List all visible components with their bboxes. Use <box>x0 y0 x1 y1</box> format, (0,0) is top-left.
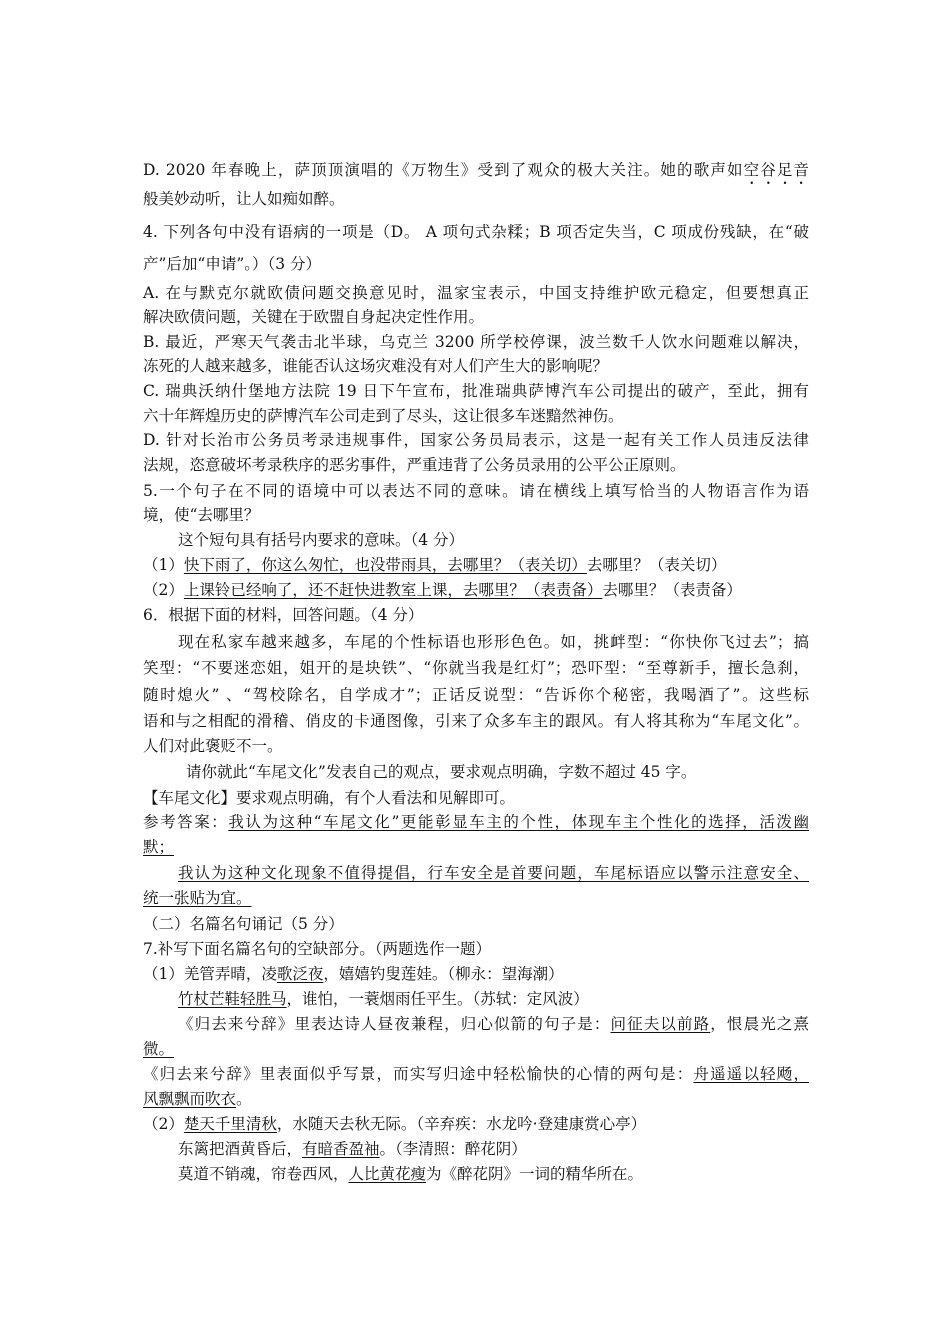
q7-line3-text: 《归去来兮辞》里表达诗人昼夜兼程，归心似箭的句子是： <box>178 1015 611 1033</box>
q5-answer-1-prompt: 去哪里？（表关切） <box>586 556 727 574</box>
q4-stem-line1: 4. 下列各句中没有语病的一项是（D。 A 项句式杂糅；B 项否定失当，C 项成份残缺，在“破 <box>143 223 809 241</box>
q6-material-line1: 现在私家车越来越多，车尾的个性标语也形形色色。如，挑衅型：“你快你飞过去”；搞 <box>178 633 809 651</box>
q7-line1-answer: 歌泛夜 <box>276 965 324 983</box>
q5-answer-2 <box>143 578 742 600</box>
q5-stem-line1: 5.一个句子在不同的语境中可以表达不同的意味。请在横线上填写恰当的人物语言作为语 <box>143 482 809 500</box>
q6-task: 请你就此“车尾文化”发表自己的观点，要求观点明确，字数不超过 45 字。 <box>186 763 697 781</box>
q7-line7-answer: 人比黄花瘦 <box>348 1165 427 1183</box>
q7-line3-cont: 微。 <box>143 1040 175 1058</box>
q5-answer-1 <box>143 553 726 575</box>
q7-line4-end: 。 <box>236 1090 252 1108</box>
q5-answer-1-filled: 快下雨了，你这么匆忙，也没带雨具，去哪里？（表关切） <box>183 556 587 574</box>
q7-line7 <box>178 1162 643 1184</box>
q7-line5-number: （2） <box>143 1115 184 1133</box>
q7-line2-answer: 竹杖芒鞋轻胜马 <box>178 990 287 1008</box>
q3-option-d-line2: 般美妙动听，让人如痴如醉。 <box>143 190 345 208</box>
q7-line6-tail: 。（李清照：醉花阴） <box>379 1140 527 1158</box>
q7-line4-answer: 舟遥遥以轻飏， <box>693 1065 809 1083</box>
q7-line4-cont <box>143 1087 252 1109</box>
q6-material-line2: 笑型：“不要迷恋姐，姐开的是块铁”、“你就当我是红灯”；恐吓型：“至尊新手，擅长急刹， <box>143 659 809 677</box>
q5-stem-line3: 这个短句具有括号内要求的意味。（4 分） <box>178 531 465 549</box>
q7-line6 <box>178 1137 527 1159</box>
q4-option-b-line1: B. 最近，严寒天气袭击北半球，乌克兰 3200 所学校停课，波兰数千人饮水问题难以解决， <box>143 333 809 351</box>
q4-option-a-line2: 解决欧债问题，关键在于欧盟自身起决定性作用。 <box>143 308 485 326</box>
q7-line3-answer: 问征夫以前路 <box>610 1015 711 1033</box>
q7-line7-text: 莫道不销魂，帘卷西风， <box>178 1165 349 1183</box>
q6-material-line3: 随时熄火” 、“驾校除名，自学成才”；正话反说型：“告诉你个秘密，我喝酒了”。这些标 <box>143 686 809 704</box>
q7-line2 <box>178 987 589 1009</box>
q7-line1-tail: ，嬉嬉钓叟莲娃。（柳永：望海潮） <box>323 965 564 983</box>
q4-option-c-line2: 六十年辉煌历史的萨博汽车公司走到了尽头，这让很多车迷黯然神伤。 <box>143 407 624 425</box>
q3-option-d-line1 <box>143 158 809 188</box>
q6-material-line4: 语和与之相配的滑稽、俏皮的卡通图像，引来了众多车主的跟风。有人将其称为“车尾文化”。 <box>143 712 809 730</box>
q3-option-d-text: D. 2020 年春晚上，萨顶顶演唱的《万物生》受到了观众的极大关注。她的歌声如 <box>143 161 744 179</box>
q7-line4-text: 《归去来兮辞》里表面似乎写景，而实写归途中轻松愉快的心情的两句是： <box>143 1065 694 1083</box>
q7-line1 <box>143 962 564 984</box>
q6-reference-answer-line1 <box>143 810 809 832</box>
q7-line6-text: 东篱把酒黄昏后， <box>178 1140 303 1158</box>
q7-stem: 7.补写下面名篇名句的空缺部分。（两题选作一题） <box>143 940 492 958</box>
q4-stem-line2: 产”后加“申请”。）（3 分） <box>143 255 322 273</box>
q6-material-line5: 人们对此褒贬不一。 <box>143 737 283 755</box>
q7-line5 <box>143 1112 646 1134</box>
q7-line5-tail: ，水随天去秋无际。（辛弃疾：水龙吟·登建康赏心亭） <box>276 1115 647 1133</box>
q6-note: 【车尾文化】要求观点明确，有个人看法和见解即可。 <box>143 789 516 807</box>
q5-answer-1-number: （1） <box>143 556 184 574</box>
q4-option-a-line1: A. 在与默克尔就欧债问题交换意见时，温家宝表示，中国支持维护欧元稳定，但要想真正 <box>143 284 809 302</box>
q6-answer-1: 我认为这种“车尾文化”更能彰显车主的个性，体现车主个性化的选择，活泼幽 <box>228 813 809 831</box>
q5-answer-2-number: （2） <box>143 581 184 599</box>
q7-line3 <box>178 1012 809 1034</box>
q7-line6-answer: 有暗香盈袖 <box>302 1140 380 1158</box>
q6-answer-2-line1 <box>178 861 809 883</box>
q7-line3-tail: ，恨晨光之熹 <box>710 1015 809 1033</box>
q4-option-d-line1: D. 针对长治市公务员考录违规事件，国家公务员局表示，这是一起有关工作人员违反法律 <box>143 431 809 449</box>
q6-answer-2-line2: 统一张贴为宜。 <box>143 889 252 907</box>
q7-line1-text: （1）羌管弄晴，凌 <box>143 965 277 983</box>
q7-line5-answer: 楚天千里清秋 <box>183 1115 277 1133</box>
q7-line7-tail: 为《醉花阴》一词的精华所在。 <box>426 1165 644 1183</box>
q7-line2-tail: ，谁怕，一蓑烟雨任平生。（苏轼：定风波） <box>286 990 589 1008</box>
q5-answer-2-filled: 上课铃已经响了，还不赶快进教室上课，去哪里？（表责备） <box>183 581 603 599</box>
q7-line4-answer-cont: 风飘飘而吹衣 <box>143 1090 237 1108</box>
q5-answer-2-prompt: 去哪里？（表责备） <box>602 581 742 599</box>
q6-reference-answer-line2: 默； <box>143 838 175 856</box>
q4-option-d-line2: 法规，恣意破坏考录秩序的恶劣事件，严重违背了公务员录用的公平公正原则。 <box>143 456 686 474</box>
q4-option-c-line1: C. 瑞典沃纳什堡地方法院 19 日下午宣布，批准瑞典萨博汽车公司提出的破产，至此，拥有 <box>143 382 809 400</box>
q3-emphasized-idiom: 空谷足音 <box>743 161 809 179</box>
q7-line4 <box>143 1062 809 1084</box>
q6-stem: 6．根据下面的材料，回答问题。（4 分） <box>143 606 424 624</box>
q5-stem-line2: 境，使“去哪里？ <box>143 506 260 524</box>
section-2-title: （二）名篇名句诵记（5 分） <box>143 915 344 933</box>
q6-answer-2: 我认为这种文化现象不值得提倡，行车安全是首要问题，车尾标语应以警示注意安全、 <box>178 864 809 882</box>
q6-answer-label: 参考答案： <box>143 813 229 831</box>
q4-option-b-line2: 冻死的人越来越多，谁能否认这场灾难没有对人们产生大的影响呢？ <box>143 357 609 375</box>
